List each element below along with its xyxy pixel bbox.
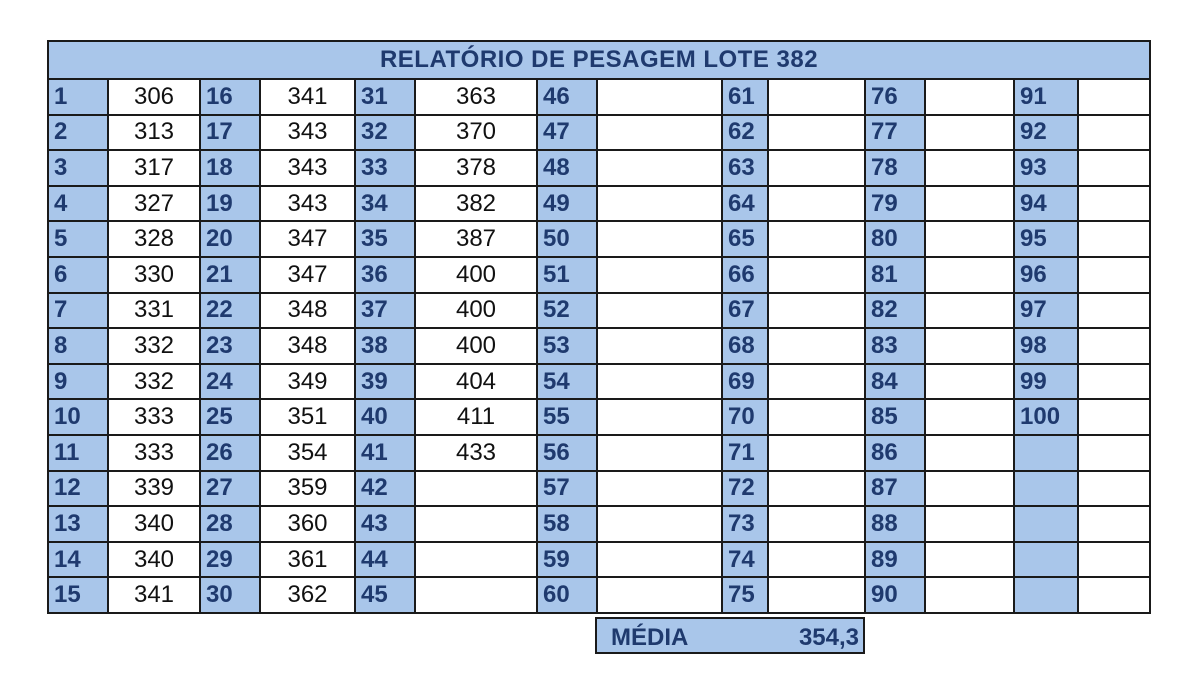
weigh-number-cell: 99	[1014, 364, 1078, 400]
weigh-number-cell: 43	[355, 506, 415, 542]
weight-value-cell	[597, 399, 722, 435]
weigh-number-cell: 17	[200, 115, 260, 151]
weigh-number-cell: 69	[722, 364, 768, 400]
weigh-number-cell: 47	[537, 115, 597, 151]
weigh-number-cell: 16	[200, 79, 260, 115]
weigh-number-cell: 49	[537, 186, 597, 222]
weigh-number-cell: 50	[537, 221, 597, 257]
weigh-number-cell: 18	[200, 150, 260, 186]
weigh-number-cell: 55	[537, 399, 597, 435]
weight-value-cell: 343	[260, 150, 355, 186]
weigh-number-cell: 19	[200, 186, 260, 222]
weight-value-cell	[768, 186, 865, 222]
weight-value-cell	[597, 542, 722, 578]
weight-value-cell	[768, 221, 865, 257]
weigh-number-cell: 7	[48, 293, 108, 329]
weigh-number-cell: 37	[355, 293, 415, 329]
weigh-number-cell: 96	[1014, 257, 1078, 293]
weight-value-cell: 333	[108, 399, 200, 435]
weight-value-cell	[1078, 150, 1150, 186]
report-title: RELATÓRIO DE PESAGEM LOTE 382	[48, 41, 1150, 79]
weight-value-cell	[768, 79, 865, 115]
weight-value-cell: 332	[108, 364, 200, 400]
weigh-number-cell: 54	[537, 364, 597, 400]
weight-value-cell: 354	[260, 435, 355, 471]
weigh-number-cell: 3	[48, 150, 108, 186]
weight-value-cell	[925, 79, 1014, 115]
weight-value-cell	[925, 399, 1014, 435]
weigh-number-cell: 41	[355, 435, 415, 471]
weigh-number-cell: 27	[200, 471, 260, 507]
weight-value-cell	[925, 221, 1014, 257]
weight-value-cell	[1078, 435, 1150, 471]
weigh-number-cell: 92	[1014, 115, 1078, 151]
weight-value-cell: 404	[415, 364, 537, 400]
weight-value-cell: 348	[260, 293, 355, 329]
weight-value-cell	[597, 79, 722, 115]
weigh-number-cell: 45	[355, 577, 415, 613]
table-row	[48, 328, 1150, 364]
weight-value-cell	[768, 542, 865, 578]
weigh-number-cell: 40	[355, 399, 415, 435]
weight-value-cell: 347	[260, 257, 355, 293]
weight-value-cell	[925, 186, 1014, 222]
weight-value-cell: 400	[415, 328, 537, 364]
weight-value-cell: 360	[260, 506, 355, 542]
weight-value-cell: 343	[260, 115, 355, 151]
weigh-number-cell: 23	[200, 328, 260, 364]
weigh-number-cell: 6	[48, 257, 108, 293]
weight-value-cell	[597, 293, 722, 329]
weigh-number-cell: 28	[200, 506, 260, 542]
weigh-number-cell: 90	[865, 577, 925, 613]
weigh-number-cell: 65	[722, 221, 768, 257]
weigh-number-cell: 60	[537, 577, 597, 613]
weight-value-cell	[1078, 79, 1150, 115]
weighing-report-table	[47, 40, 1151, 614]
weigh-number-cell: 100	[1014, 399, 1078, 435]
weigh-number-cell: 25	[200, 399, 260, 435]
weight-value-cell	[768, 399, 865, 435]
weight-value-cell	[1078, 506, 1150, 542]
weight-value-cell	[415, 471, 537, 507]
weight-value-cell	[925, 115, 1014, 151]
average-box	[595, 617, 865, 654]
average-label: MÉDIA	[611, 624, 689, 651]
weight-value-cell	[925, 257, 1014, 293]
weight-value-cell	[925, 293, 1014, 329]
weight-value-cell	[925, 577, 1014, 613]
weight-value-cell	[768, 471, 865, 507]
weight-value-cell	[768, 257, 865, 293]
weigh-number-cell: 93	[1014, 150, 1078, 186]
weigh-number-cell: 32	[355, 115, 415, 151]
weigh-number-cell: 83	[865, 328, 925, 364]
weight-value-cell	[768, 328, 865, 364]
weigh-number-cell	[1014, 506, 1078, 542]
table-row	[48, 257, 1150, 293]
table-row	[48, 399, 1150, 435]
weight-value-cell	[925, 150, 1014, 186]
weight-value-cell: 340	[108, 506, 200, 542]
weight-value-cell	[1078, 293, 1150, 329]
weigh-number-cell: 94	[1014, 186, 1078, 222]
weigh-number-cell: 58	[537, 506, 597, 542]
weight-value-cell: 349	[260, 364, 355, 400]
table-row	[48, 435, 1150, 471]
weigh-number-cell: 77	[865, 115, 925, 151]
weigh-number-cell: 14	[48, 542, 108, 578]
weight-value-cell	[925, 506, 1014, 542]
weigh-number-cell: 75	[722, 577, 768, 613]
weigh-number-cell: 88	[865, 506, 925, 542]
weigh-number-cell: 52	[537, 293, 597, 329]
weight-value-cell	[1078, 399, 1150, 435]
weight-value-cell	[597, 435, 722, 471]
weight-value-cell: 411	[415, 399, 537, 435]
weigh-number-cell: 31	[355, 79, 415, 115]
weight-value-cell: 327	[108, 186, 200, 222]
weigh-number-cell: 46	[537, 79, 597, 115]
weight-value-cell	[597, 471, 722, 507]
weigh-number-cell: 91	[1014, 79, 1078, 115]
weight-value-cell	[768, 293, 865, 329]
weigh-number-cell: 61	[722, 79, 768, 115]
table-row	[48, 150, 1150, 186]
weight-value-cell	[768, 150, 865, 186]
weigh-number-cell: 62	[722, 115, 768, 151]
table-row	[48, 577, 1150, 613]
weight-value-cell: 347	[260, 221, 355, 257]
weight-value-cell: 382	[415, 186, 537, 222]
average-value: 354,3	[798, 624, 859, 651]
weight-value-cell: 351	[260, 399, 355, 435]
weight-value-cell	[1078, 186, 1150, 222]
weigh-number-cell: 24	[200, 364, 260, 400]
weigh-number-cell: 87	[865, 471, 925, 507]
weight-value-cell: 339	[108, 471, 200, 507]
weigh-number-cell: 30	[200, 577, 260, 613]
weight-value-cell: 313	[108, 115, 200, 151]
weigh-number-cell: 64	[722, 186, 768, 222]
weight-value-cell: 341	[108, 577, 200, 613]
weight-value-cell: 387	[415, 221, 537, 257]
weigh-number-cell: 1	[48, 79, 108, 115]
weight-value-cell	[597, 364, 722, 400]
weight-value-cell: 328	[108, 221, 200, 257]
weight-value-cell	[597, 577, 722, 613]
weigh-number-cell: 71	[722, 435, 768, 471]
weigh-number-cell: 80	[865, 221, 925, 257]
weigh-number-cell: 89	[865, 542, 925, 578]
weigh-number-cell: 36	[355, 257, 415, 293]
weigh-number-cell: 26	[200, 435, 260, 471]
weight-value-cell	[597, 150, 722, 186]
weigh-number-cell: 21	[200, 257, 260, 293]
weigh-number-cell	[1014, 435, 1078, 471]
weigh-number-cell: 35	[355, 221, 415, 257]
weight-value-cell	[1078, 257, 1150, 293]
weight-value-cell	[597, 115, 722, 151]
weight-value-cell	[925, 542, 1014, 578]
weight-value-cell: 370	[415, 115, 537, 151]
weigh-number-cell: 44	[355, 542, 415, 578]
weigh-number-cell	[1014, 542, 1078, 578]
weight-value-cell: 363	[415, 79, 537, 115]
weigh-number-cell: 39	[355, 364, 415, 400]
weight-value-cell	[597, 328, 722, 364]
weight-value-cell: 378	[415, 150, 537, 186]
weight-value-cell: 341	[260, 79, 355, 115]
weight-value-cell	[925, 435, 1014, 471]
weight-value-cell: 317	[108, 150, 200, 186]
weigh-number-cell: 63	[722, 150, 768, 186]
weight-value-cell	[597, 221, 722, 257]
weigh-number-cell: 9	[48, 364, 108, 400]
weight-value-cell	[768, 577, 865, 613]
table-row	[48, 115, 1150, 151]
weight-value-cell	[415, 577, 537, 613]
weight-value-cell	[925, 471, 1014, 507]
weigh-number-cell: 57	[537, 471, 597, 507]
weight-value-cell	[597, 257, 722, 293]
weigh-number-cell: 20	[200, 221, 260, 257]
weight-value-cell	[415, 542, 537, 578]
weigh-number-cell: 38	[355, 328, 415, 364]
weigh-number-cell: 2	[48, 115, 108, 151]
weigh-number-cell: 53	[537, 328, 597, 364]
weight-value-cell	[1078, 542, 1150, 578]
weigh-number-cell: 73	[722, 506, 768, 542]
weight-value-cell	[768, 115, 865, 151]
weight-value-cell	[768, 364, 865, 400]
weight-value-cell: 359	[260, 471, 355, 507]
weight-value-cell: 331	[108, 293, 200, 329]
weigh-number-cell: 51	[537, 257, 597, 293]
weight-value-cell: 340	[108, 542, 200, 578]
weight-value-cell	[1078, 471, 1150, 507]
weigh-number-cell: 86	[865, 435, 925, 471]
weight-value-cell	[415, 506, 537, 542]
weigh-number-cell: 8	[48, 328, 108, 364]
weight-value-cell	[597, 186, 722, 222]
weight-value-cell	[1078, 221, 1150, 257]
weight-value-cell: 333	[108, 435, 200, 471]
table-row	[48, 506, 1150, 542]
weigh-number-cell: 79	[865, 186, 925, 222]
weigh-number-cell	[1014, 577, 1078, 613]
weight-value-cell	[768, 435, 865, 471]
weigh-number-cell: 22	[200, 293, 260, 329]
table-row	[48, 471, 1150, 507]
weight-value-cell: 348	[260, 328, 355, 364]
weight-value-cell	[1078, 115, 1150, 151]
weight-value-cell	[768, 506, 865, 542]
weigh-number-cell: 29	[200, 542, 260, 578]
weight-value-cell: 332	[108, 328, 200, 364]
weigh-number-cell	[1014, 471, 1078, 507]
weigh-number-cell: 78	[865, 150, 925, 186]
weigh-number-cell: 42	[355, 471, 415, 507]
weigh-number-cell: 4	[48, 186, 108, 222]
weigh-number-cell: 11	[48, 435, 108, 471]
weigh-number-cell: 76	[865, 79, 925, 115]
weight-value-cell	[925, 328, 1014, 364]
weight-value-cell	[597, 506, 722, 542]
weight-value-cell	[1078, 577, 1150, 613]
weigh-number-cell: 5	[48, 221, 108, 257]
weigh-number-cell: 10	[48, 399, 108, 435]
weight-value-cell	[1078, 328, 1150, 364]
weight-value-cell	[1078, 364, 1150, 400]
weight-value-cell	[925, 364, 1014, 400]
weigh-number-cell: 72	[722, 471, 768, 507]
weight-value-cell: 400	[415, 257, 537, 293]
weight-value-cell: 400	[415, 293, 537, 329]
table-row	[48, 364, 1150, 400]
weigh-number-cell: 56	[537, 435, 597, 471]
weight-value-cell: 362	[260, 577, 355, 613]
weight-value-cell: 306	[108, 79, 200, 115]
weigh-number-cell: 33	[355, 150, 415, 186]
weigh-number-cell: 66	[722, 257, 768, 293]
weigh-number-cell: 59	[537, 542, 597, 578]
table-row	[48, 186, 1150, 222]
weight-value-cell: 343	[260, 186, 355, 222]
weigh-number-cell: 95	[1014, 221, 1078, 257]
weight-value-cell: 433	[415, 435, 537, 471]
table-row	[48, 293, 1150, 329]
weigh-number-cell: 98	[1014, 328, 1078, 364]
weigh-number-cell: 85	[865, 399, 925, 435]
weigh-number-cell: 81	[865, 257, 925, 293]
weigh-number-cell: 68	[722, 328, 768, 364]
weigh-number-cell: 70	[722, 399, 768, 435]
weigh-number-cell: 97	[1014, 293, 1078, 329]
table-row	[48, 542, 1150, 578]
weigh-number-cell: 84	[865, 364, 925, 400]
weigh-number-cell: 67	[722, 293, 768, 329]
weigh-number-cell: 82	[865, 293, 925, 329]
weigh-number-cell: 34	[355, 186, 415, 222]
weigh-number-cell: 15	[48, 577, 108, 613]
table-row	[48, 221, 1150, 257]
weight-value-cell: 330	[108, 257, 200, 293]
weigh-number-cell: 12	[48, 471, 108, 507]
weigh-number-cell: 48	[537, 150, 597, 186]
weigh-number-cell: 13	[48, 506, 108, 542]
weight-value-cell: 361	[260, 542, 355, 578]
weigh-number-cell: 74	[722, 542, 768, 578]
table-row	[48, 79, 1150, 115]
